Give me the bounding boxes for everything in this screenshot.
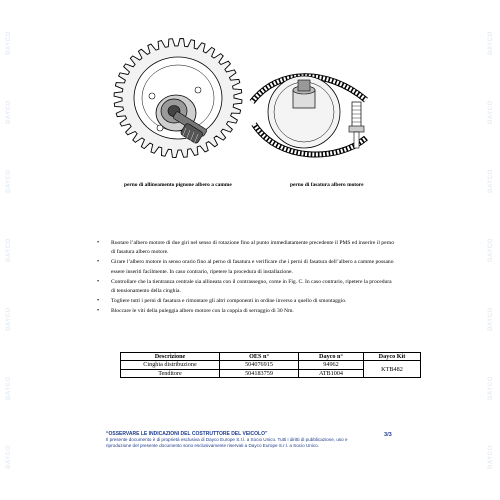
header-oes: OES n° [220, 353, 299, 361]
page-number: 3/3 [384, 432, 392, 438]
watermark-text: DAYCO [6, 307, 12, 331]
watermark-text: DAYCO [488, 307, 494, 331]
instruction-item [95, 297, 395, 306]
instruction-item [95, 239, 395, 258]
cell-oes: 504076915 [220, 361, 299, 369]
watermark-text: DAYCO [488, 169, 494, 193]
footer-title: “OSSERVARE LE INDICAZIONI DEL COSTRUTTORE DEL VEICOLO” [106, 431, 268, 437]
instruction-list [95, 239, 395, 317]
watermark-text: DAYCO [6, 376, 12, 401]
camshaft-sprocket-figure [110, 20, 260, 170]
watermark-text: DAYCO [6, 445, 12, 470]
cell-kit: KTB482 [364, 361, 421, 378]
bullet-icon: • [97, 240, 100, 246]
watermark-text: DAYCO [488, 376, 494, 401]
header-kit: Dayco Kit [364, 353, 421, 361]
table-row [121, 361, 421, 369]
bullet-icon: • [97, 278, 100, 285]
instruction-text: Controllare che la tientranza centrale sia allineata con il contrassegno, come in Fig. C. In caso contrario, ripetere la procedura di tensionamento della cinghia. [111, 278, 392, 295]
watermark-text: DAYCO [6, 238, 12, 262]
cell-dayco: ATB1004 [299, 369, 364, 377]
footer-line: Il presente documento è di proprietà esclusiva di Dayco Europe S.r.l. a Socio Unico. Tutti i diritti di pubblicazione, uso e [106, 437, 348, 442]
instruction-text: Bloccare le viti della puleggia albero motore con la coppia di serraggio di 30 Nm. [111, 307, 294, 314]
watermark-left [2, 8, 16, 492]
watermark-text: DAYCO [6, 169, 12, 193]
table-header-row [121, 353, 421, 361]
watermark-text: DAYCO [488, 99, 494, 124]
footer-disclaimer [106, 431, 386, 449]
figure-caption-right: perno di fasatura albero motore [290, 182, 364, 188]
watermark-text: DAYCO [488, 30, 494, 55]
watermark-text: DAYCO [488, 445, 494, 470]
header-dayco: Dayco n° [299, 353, 364, 361]
cell-oes: 504183759 [220, 369, 299, 377]
cell-description: Cinghia distribuzione [121, 361, 220, 369]
bullet-icon: • [97, 297, 100, 304]
watermark-right [484, 8, 498, 492]
bullet-icon: • [97, 307, 100, 314]
camshaft-sprocket-drawing [110, 20, 260, 170]
cell-dayco: 94962 [299, 361, 364, 369]
bullet-icon: • [97, 259, 100, 266]
instruction-text: Girare l’albero motore in senso orario fino al perno di fasatura e verificare che i perni di fasatura dell’albero a camme possano essere inseriti facilmente. In caso contrario, ripetere la procedura di installazione. [111, 259, 394, 275]
crankshaft-pin-figure [248, 62, 378, 174]
instruction-item [95, 258, 395, 277]
crankshaft-pin-drawing [248, 62, 378, 174]
watermark-text: DAYCO [6, 99, 12, 124]
instruction-text: Togliere tutti i perni di fasatura e rimontare gli altri componenti in ordine inverso a quello di smontaggio. [111, 297, 347, 304]
figure-caption-left: perno di allineamento pignone albero a camme [124, 182, 232, 188]
footer-line: riproduzione del presente documento sono esclusivamente riservati a Dayco Europe S.r.l. a Socio Unico. [106, 443, 319, 448]
parts-table [120, 352, 421, 378]
cell-description: Tenditore [121, 369, 220, 377]
header-description: Descrizione [121, 353, 220, 361]
watermark-text: DAYCO [488, 238, 494, 262]
instruction-item [95, 278, 395, 297]
instruction-item [95, 307, 395, 316]
instruction-text: Ruotare l’albero motore di due giri nel senso di rotazione fino al punto immediatamente precedente il PMS ed inserire il perno di fasatura albero motore. [111, 240, 395, 256]
watermark-text: DAYCO [6, 30, 12, 55]
